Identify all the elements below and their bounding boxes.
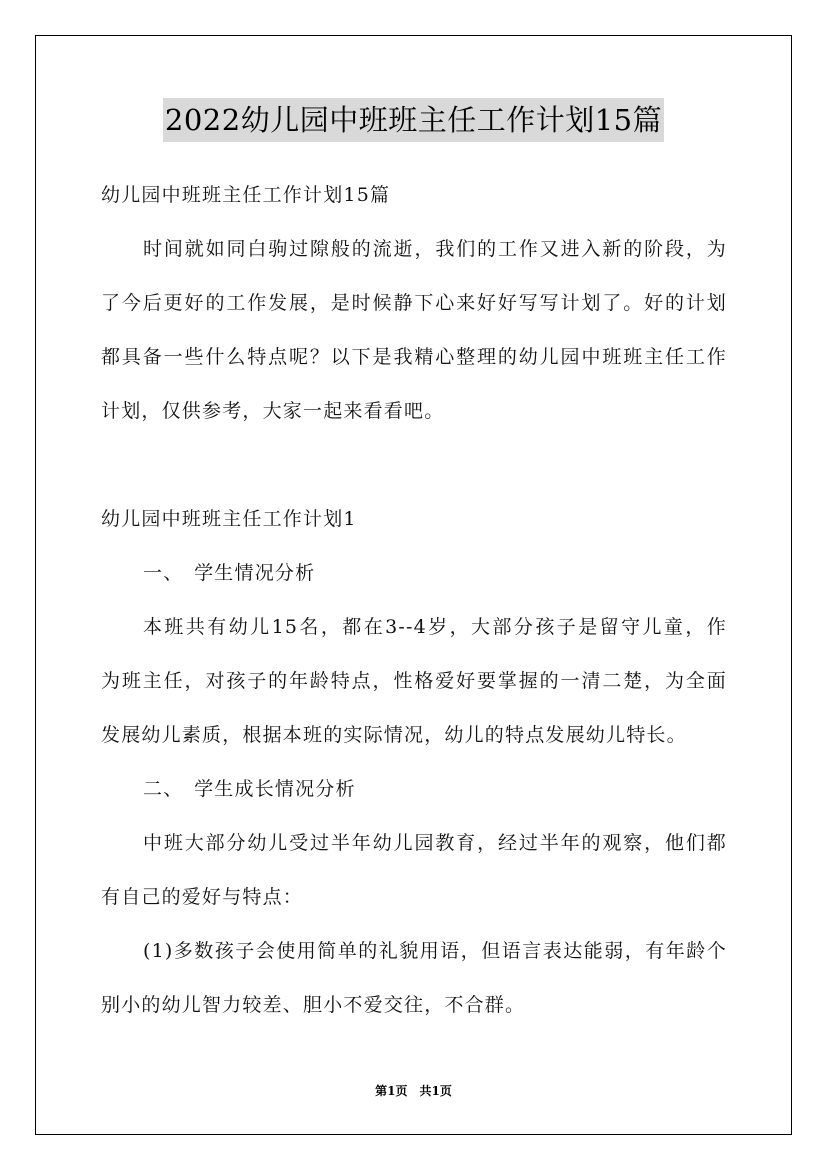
intro-line: 计划，仅供参考，大家一起来看看吧。	[101, 400, 445, 422]
paragraph-line: 中班大部分幼儿受过半年幼儿园教育，经过半年的观察，他们都	[143, 832, 727, 854]
paragraph-line: 为班主任，对孩子的年龄特点，性格爱好要掌握的一清二楚，为全面	[101, 670, 727, 692]
section-title: 幼儿园中班班主任工作计划1	[101, 508, 357, 530]
title-container	[0, 98, 827, 142]
list-item-line: 别小的幼儿智力较差、胆小不爱交往，不合群。	[101, 994, 526, 1016]
page-footer	[0, 1082, 827, 1099]
paragraph-line: 本班共有幼儿15名，都在3--4岁，大部分孩子是留守儿童，作	[143, 616, 727, 638]
list-item-line: (1)多数孩子会使用简单的礼貌用语，但语言表达能弱，有年龄个	[143, 940, 727, 962]
intro-line: 时间就如同白驹过隙般的流逝，我们的工作又进入新的阶段，为	[143, 238, 727, 260]
document-body	[101, 168, 727, 1032]
section-heading: 二、 学生成长情况分析	[143, 778, 356, 800]
paragraph-gap	[101, 438, 727, 492]
intro-line: 都具备一些什么特点呢？以下是我精心整理的幼儿园中班班主任工作	[101, 346, 727, 368]
document-subtitle: 幼儿园中班班主任工作计划15篇	[101, 184, 391, 206]
page-number-label: 第1页 共1页	[375, 1084, 452, 1098]
intro-line: 了今后更好的工作发展，是时候静下心来好好写写计划了。好的计划	[101, 292, 727, 314]
paragraph-line: 发展幼儿素质，根据本班的实际情况，幼儿的特点发展幼儿特长。	[101, 724, 687, 746]
document-title: 2022幼儿园中班班主任工作计划15篇	[163, 98, 664, 142]
paragraph-line: 有自己的爱好与特点：	[101, 886, 304, 908]
section-heading: 一、 学生情况分析	[143, 562, 316, 584]
